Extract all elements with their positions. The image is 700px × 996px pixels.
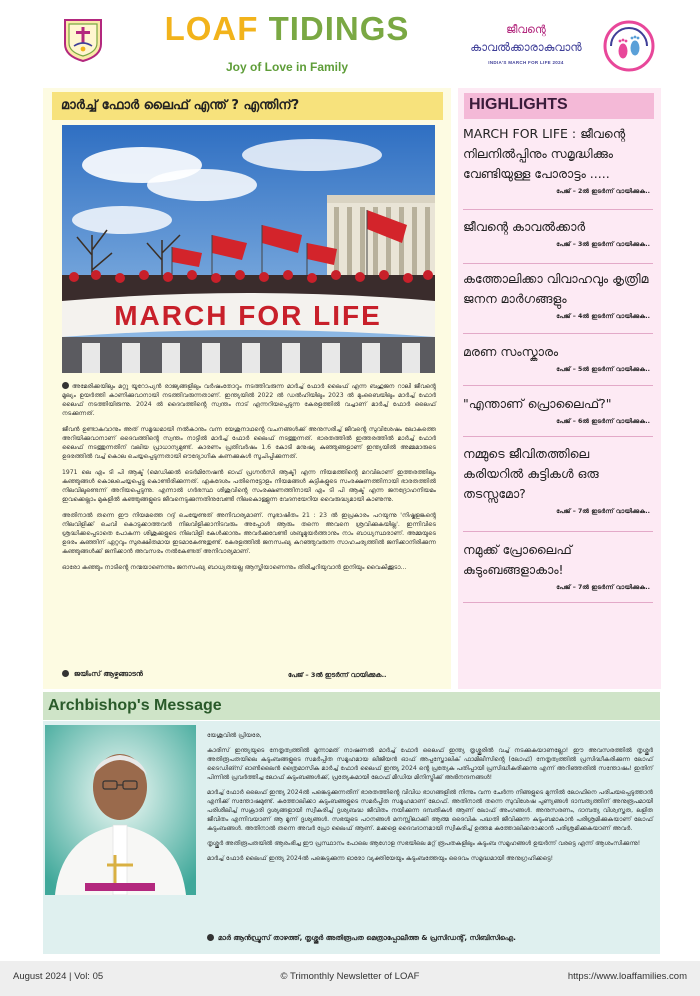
archbishop-body: [207, 731, 653, 869]
issue-info: August 2024 | Vol: 05: [13, 971, 104, 982]
website-link[interactable]: https://www.loaffamilies.com: [567, 971, 687, 982]
highlight-item[interactable]: [463, 269, 653, 321]
highlight-page-ref: പേജ് – 7ൽ ഇടർന്ന് വായിക്കുക..: [556, 584, 650, 591]
baby-feet-icon: [603, 20, 655, 72]
bullet-icon: [207, 934, 214, 941]
archbishop-header-bar: [43, 692, 660, 720]
highlight-title: "എന്താണ് പ്രൊലൈഫ്?": [463, 396, 612, 411]
article-title: മാർച്ച് ഫോർ ലൈഫ് എന്ത് ? എന്തിന്?: [52, 92, 443, 120]
archbishop-greeting: യേശുവിൽ പ്രിയരേ,: [207, 732, 262, 739]
highlight-title: MARCH FOR LIFE : ജീവന്റെ നിലനിൽപ്പിനും സമൃദ്ധിക്കും വേണ്ടിയുള്ള പോരാട്ടം .....: [463, 126, 626, 181]
article-paragraph: അമേരിക്കയിലും മറ്റു യൂറോപ്യൻ രാജ്യങ്ങളിലും വർഷംതോറും നടത്തിവരുന്ന മാർച്ച് ഫോർ ലൈഫ് എന്ന ബഹുജന റാലി ജീവൻ്റെ മൂല്യം ഉയർത്തി കാണിക്കുവാനായി നടത്തിവരുന്നതാണ്. ഇന്ത്യയിൽ 2022 ൽ ഡൽഹിയിലും 2023 ൽ മുംബൈയിലും മാർച്ച് ഫോർ ലൈഫ് നടത്തിയിരുന്നു. 2024 ൽ ദൈവത്തിൻ്റെ സ്വന്തം നാട് എന്നറിയപ്പെടുന്ന കേരളത്തിൽ വച്ചാണ് മാർച്ച് ഫോർ ലൈഫ് നടക്കുന്നത്.: [62, 383, 436, 417]
highlight-item[interactable]: [463, 124, 653, 196]
divider: [463, 436, 653, 437]
highlight-title: ജീവന്റെ കാവൽക്കാർ: [463, 219, 586, 234]
article-body: [62, 382, 436, 579]
banner-text: MARCH FOR LIFE: [114, 300, 382, 331]
march-photo-image: [62, 125, 435, 373]
mfl-tagline-line1: ജീവന്റെ: [506, 23, 546, 36]
divider: [463, 209, 653, 210]
mfl-tagline-line3: INDIA'S MARCH FOR LIFE 2024: [488, 60, 564, 65]
article-author: ജയിംസ് ആഴ്ചങ്ങാടൻ: [62, 670, 143, 679]
archbishop-paragraph: മാർച്ച് ഫോർ ലൈഫ് ഇന്ത്യ 2024ൽ പങ്കെടുക്കുന്നതിന് ഭാരതത്തിൻ്റെ വിവിധ ഭാഗങ്ങളിൽ നിന്നും വന്ന ചേർന്ന നിങ്ങളുടെ മുന്നിൽ ലോഫിനെ പരിചയപ്പെടുത്താൻ എനിക്ക് സന്തോഷമുണ്ട്. കത്തോലിക്കാ കുടുംബങ്ങളുടെ സമർപ്പിത സമൂഹമാണ് ലോഫ്. അതിനാൽ തന്നെ സുവിശേഷ പുണ്യങ്ങൾ ദാമ്പത്യത്തിന് അനുരൂപമായി പരിശീലിച്ച് സക്രാരി ദൃശ്യങ്ങളായി സ്വീകരിച്ച് ദൃശ്യബദ്ധ ജീവിതം നയിക്കുന്ന ദമ്പതികൾ ആണ് ലോഫ് അംഗങ്ങൾ. അനുസരണം, ദാമ്പത്യ വിശ്വസ്തത, ലളിത ജീവിതം എന്നിവയാണ് ആ മൂന്ന് ദൃശ്യങ്ങൾ. സഭയുടെ പഠനങ്ങൾ മനസ്സിലാക്കി ആത്മ ദൈവിക പദ്ധതി ജീവിക്കുന്ന കുടുംബമാകാൻ പരിശ്രമിക്കുകയാണ് ലോഫ് കുടുംബങ്ങൾ. അതിനാൽ തന്നെ അവർ പ്രോ ലൈഫ് ആണ്. മക്കളെ ദൈവദാനമായി സ്വീകരിച്ച് ഉത്തമ കത്തോലിക്കരാക്കാൻ പരിശ്രമിക്കുകയാണ് അവർ.: [207, 789, 653, 832]
newsletter-title: LOAF TIDINGS: [164, 10, 410, 47]
highlight-page-ref: പേജ് – 4ൽ ഇടർന്ന് വായിക്കുക..: [556, 313, 650, 320]
highlight-title: നമുക്ക് പ്രോലൈഫ് കുടുംബങ്ങളാകാം!: [463, 542, 572, 577]
copyright-text: © Trimonthly Newsletter of LOAF: [280, 971, 420, 982]
highlight-item[interactable]: [463, 444, 653, 516]
divider: [463, 602, 653, 603]
march-photo: [62, 125, 435, 373]
highlight-item[interactable]: [463, 217, 653, 249]
article-paragraph: ജീവൻ ഉണ്ടാകുവാനും അത് സമൃദ്ധമായി നൽകാനും വന്ന യേശുനാഥൻ്റെ വചനങ്ങൾക്ക് അനുസരിച്ച് ജീവൻ്റെ സുവിശേഷം ലോകത്തെ അറിയിക്കുവാനാണ് ദൈവത്തിൻ്റെ സ്വന്തം നാട്ടിൽ മാർച്ച് ഫോർ ലൈഫ് നടത്തുന്നത്. ഭാരതത്തിൽ ഇത്തരത്തിൽ മാർച്ച് ഫോർ ലൈഫ് നടത്തുന്നതിന് വലിയ പ്രാധാന്യമുണ്ട്. കാരണം പ്രതിവർഷം 1.6 കോടി മനുഷ്യ കുഞ്ഞുങ്ങളാണ് ഇന്ത്യയിൽ അമ്മമാരുടെ ഉദരത്തിൽ വച്ച് കൊല ചെയ്യപ്പെടുന്നതായി ഔദ്യോഗിക കണക്കുകൾ സൂചിപ്പിക്കുന്നത്.: [62, 426, 436, 460]
highlight-page-ref: പേജ് – 5ൽ ഇടർന്ന് വായിക്കുക..: [556, 366, 650, 373]
divider: [463, 531, 653, 532]
church-emblem-icon: [63, 18, 103, 62]
divider: [463, 263, 653, 264]
highlights-panel: [458, 88, 661, 689]
article-paragraph: 1971 ലെ എം ടി പി ആക്ട് (മെഡിക്കൽ ടെർമിനേഷൻ ഓഫ് പ്രഗ്നൻസി ആക്ട്) എന്ന നിയമത്തിൻ്റെ മറവിലാണ് ഇത്തരത്തിലും കുഞ്ഞുങ്ങൾ കൊലചെയ്യപ്പെട്ടു കൊണ്ടിരിക്കുന്നത്. ഏകദേശം പതിനെട്ടോളം നിയമങ്ങൾ കുട്ടികളുടെ സംരക്ഷണത്തിനായി ഭാരതത്തിൽ നിലവിലുണ്ടെന്ന് അറിയപ്പെടുന്നു. എന്നാൽ ഗർഭസ്ഥ ശിശുവിൻ്റെ സംരക്ഷണത്തിനായി എം ടി പി ആക്ട് എന്ന ജനദ്രോഹനിയമം ഇവക്കെല്ലാം മുകളിൽ കുഞ്ഞുങ്ങളുടെ ജീവനെടുക്കുന്നതിനുവേണ്ടി നിലകൊള്ളുന്ന വേദനയേറിയ വൈരുദ്ധ്യമായി കാണുന്നു.: [62, 469, 436, 503]
highlight-item[interactable]: [463, 394, 653, 426]
highlight-item[interactable]: [463, 342, 653, 374]
archbishop-signature: മാർ ആൻഡ്രൂസ് താഴത്ത്, തൃശ്ശൂർ അതിരൂപത മെത്രാപ്പോലീത്ത & പ്രസിഡന്റ്, സിബിസിഐ.: [207, 934, 516, 943]
article-continued-link[interactable]: പേജ് – 3ൽ ഇടർന്ന് വായിക്കുക..: [288, 671, 387, 679]
newsletter-subtitle: Joy of Love in Family: [225, 60, 349, 74]
mfl-tagline-line2: കാവൽക്കാരാകുവാൻ: [470, 40, 582, 54]
highlight-title: നമ്മുടെ ജീവിതത്തിലെ കരിയറിൽ കുട്ടികൾ ഒരു തടസ്സമോ?: [463, 446, 599, 501]
highlight-title: മരണ സംസ്കാരം: [463, 344, 559, 359]
archbishop-photo: [45, 725, 196, 895]
archbishop-paragraph: മാർച്ച് ഫോർ ലൈഫ് ഇന്ത്യ 2024ൽ പങ്കെടുക്കുന്ന ഓരോ വ്യക്തിയേയും കുടുംബത്തേയും ദൈവം സമൃദ്ധമായി അനുഗ്രഹിക്കട്ടെ!: [207, 855, 554, 862]
archbishop-paragraph: തൃശ്ശൂർ അതിരൂപതയിൽ ആരംഭിച്ച ഈ പ്രസ്ഥാനം പോലെ ആഗോള സഭയിലെ മറ്റ് രൂപതകളിലും കുടുംബ സമൂഹങ്ങൾ ഉയർന്ന് വരട്ടെ എന്ന് ആശംസിക്കുന്നു!: [207, 840, 641, 847]
highlight-page-ref: പേജ് – 7ൽ ഇടർന്ന് വായിക്കുക..: [556, 508, 650, 515]
divider: [463, 385, 653, 386]
archbishop-message: [43, 721, 660, 954]
highlight-title: കത്തോലിക്കാ വിവാഹവും കൃത്രിമ ജനന മാർഗങ്ങളും: [463, 271, 649, 306]
masthead: [0, 0, 700, 84]
page-footer: [0, 961, 700, 996]
archbishop-portrait-image: [45, 725, 196, 895]
highlight-page-ref: പേജ് – 2ൽ ഇടർന്ന് വായിക്കുക..: [556, 188, 650, 195]
archbishop-heading: Archbishop's Message: [48, 697, 222, 714]
divider: [463, 333, 653, 334]
bullet-icon: [62, 382, 69, 389]
highlight-page-ref: പേജ് – 3ൽ ഇടർന്ന് വായിക്കുക..: [556, 241, 650, 248]
article-paragraph: ഓരോ കഞ്ഞും നാടിൻ്റെ നന്മയാണെന്നും ജനസംഖ്യ ബാധ്യതയല്ല ആസ്തിയാണെന്നും തിരിച്ചറിയുവാൻ ഇനിയും വൈകിക്കൂടാ...: [62, 564, 407, 571]
article-paragraph: അതിനാൽ തന്നെ ഈ നിയമത്തെ റദ്ദ് ചെയ്യേണ്ടത് അനിവാര്യമാണ്. സുഭാഷിതം 21 : 23 ൽ ഇപ്രകാരം പറയുന്നു 'നിഷ്കളങ്കൻ്റെ നിലവിളിക്ക് ചെവി കൊടുക്കാത്തവൻ നിലവിളിക്കാനിടവരും അപ്പോൾ ആരും തന്നെ അവനെ ശ്രവിക്കുകയില്ല'. ഇന്നിവിടെ ശ്രദ്ധിക്കപ്പെടാതെ പോകുന്ന ശിശുക്കളുടെ നിലവിളി കേൾക്കാനും അവർക്കുവേണ്ടി ശബ്ദമുയർത്താനും നാം ബാധ്യസ്ഥരാണ്. അമ്മയുടെ ഉദരം കുഞ്ഞിന് ഏറ്റവും സുരക്ഷിതമായ ഇടമാകേണ്ടതുണ്ട്. കേരളത്തിൽ ജനസംഖ്യ കുറഞ്ഞുവരുന്ന സാഹചര്യത്തിൽ ജനിക്കാനിരിക്കുന്ന കുഞ്ഞുങ്ങൾക്ക് ജനിക്കാൻ അവസരം നൽകേണ്ടത് അനിവാര്യമാണ്.: [62, 512, 436, 555]
main-article: [43, 88, 451, 689]
highlight-item[interactable]: [463, 540, 653, 592]
archbishop-paragraph: കാരിസ് ഇന്ത്യയുടെ നേതൃത്വത്തിൽ മൂന്നാമത് നാഷണൽ മാർച്ച് ഫോർ ലൈഫ് ഇന്ത്യ തൃശ്ശൂരിൽ വച്ച് നടക്കുകയാണല്ലോ! ഈ അവസരത്തിൽ തൃശ്ശൂർ അതിരൂപതയിലെ കുടുംബങ്ങളുടെ സമർപ്പിത സമൂഹമായ ലീജിയൻ ഓഫ് അപ്പസ്തോലിക് ഫാമിലീസിൻ്റെ (ലോഫ്) നേതൃത്വത്തിൽ പ്രസിദ്ധീകരിക്കുന്ന ലോഫ് ടൈഡിങ്സ് ഓൺലൈൻ ത്രൈമാസിക മാർച്ച് ഫോർ ലൈഫ് ഇന്ത്യ 2024 ൻ്റെ പ്രത്യേക പതിപ്പായി പ്രസിദ്ധീകരിക്കുന്നു എന്ന് അറിഞ്ഞതിൽ സന്തോഷം! ഇതിന് പിന്നിൽ പ്രവർത്തിച്ച ലോഫ് കുടുംബങ്ങൾക്ക്, പ്രത്യേകമായി ലോഫ് മീഡിയ മിനിസ്ട്രിക്ക് അഭിനന്ദനങ്ങൾ!: [207, 747, 653, 781]
highlight-page-ref: പേജ് – 6ൽ ഇടർന്ന് വായിക്കുക..: [556, 418, 650, 425]
bullet-icon: [62, 670, 69, 677]
highlights-heading: HIGHLIGHTS: [464, 93, 654, 119]
